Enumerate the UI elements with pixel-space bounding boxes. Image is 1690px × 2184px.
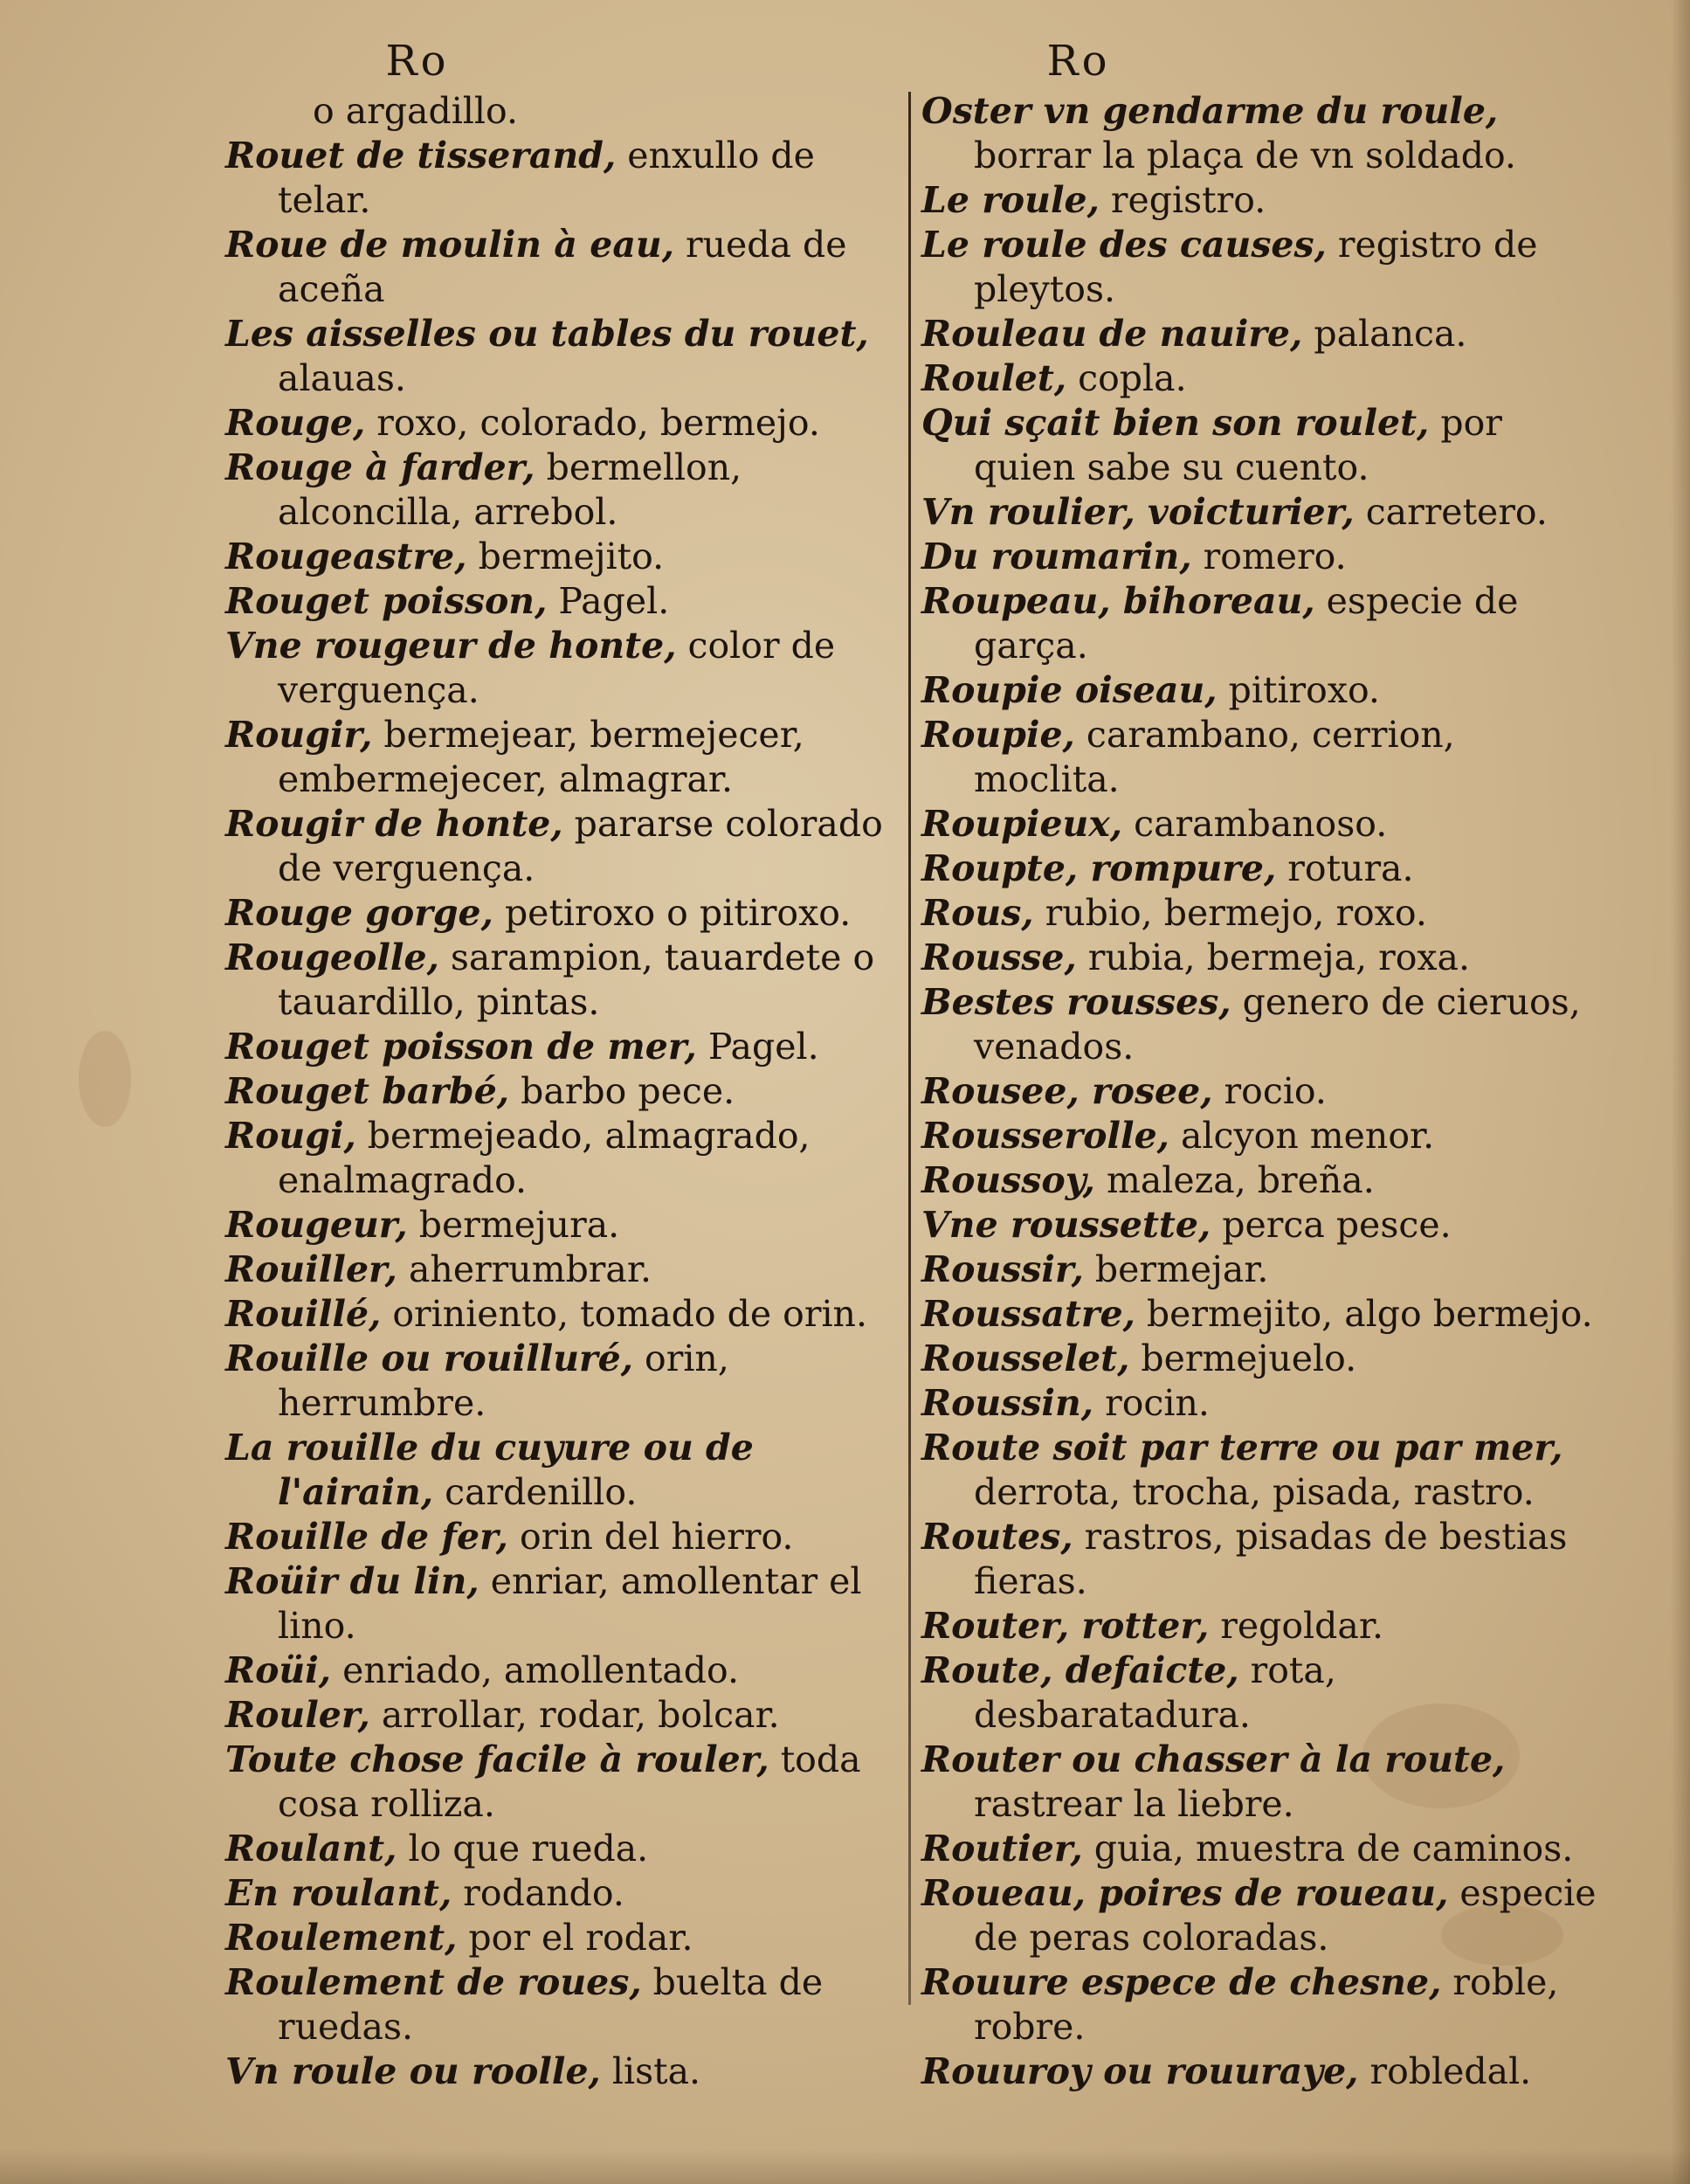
dictionary-entry: Routes, rastros, pisadas de bestias fieras. <box>921 1516 1568 1602</box>
dictionary-entry: Rous, rubio, bermejo, roxo. <box>921 892 1427 934</box>
dictionary-entry: Roupeau, bihoreau, especie de garça. <box>921 580 1519 667</box>
dictionary-entry: Vne rougeur de honte, color de verguença. <box>225 625 836 711</box>
dictionary-entry: Roulement, por el rodar. <box>225 1917 693 1959</box>
dictionary-entry: Oster vn gendarme du roule, borrar la plaça de vn soldado. <box>921 90 1516 176</box>
dictionary-entry: Vne roussette, perca pesce. <box>921 1204 1452 1246</box>
dictionary-entry: Toute chose facile à rouler, toda cosa rolliza. <box>225 1738 861 1825</box>
dictionary-entry: Roue de moulin à eau, rueda de aceña <box>225 224 847 310</box>
dictionary-entry: Bestes rousses, genero de cieruos, venados. <box>921 981 1581 1068</box>
dictionary-entry: Rouiller, aherrumbrar. <box>225 1248 652 1290</box>
dictionary-entry: Rouleau de nauire, palanca. <box>921 313 1467 355</box>
dictionary-entry: Routier, guia, muestra de caminos. <box>921 1828 1574 1870</box>
dictionary-entry: Route, defaicte, rota, desbaratadura. <box>921 1649 1336 1736</box>
dictionary-entry: Rouler, arrollar, rodar, bolcar. <box>225 1694 780 1736</box>
dictionary-entry: Roulement de roues, buelta de ruedas. <box>225 1961 824 2048</box>
dictionary-entry: Le roule des causes, registro de pleytos. <box>921 224 1538 310</box>
dictionary-entry: Rougeolle, sarampion, tauardete o tauardillo, pintas. <box>225 936 875 1023</box>
dictionary-entry: Rouillé, oriniento, tomado de orin. <box>225 1293 867 1335</box>
dictionary-entry: Rougir de honte, pararse colorado de verguença. <box>225 803 883 889</box>
dictionary-entry: Rougeur, bermejura. <box>225 1204 620 1246</box>
dictionary-entry: Roussatre, bermejito, algo bermejo. <box>921 1293 1593 1335</box>
dictionary-entry: Roussin, rocin. <box>921 1382 1210 1424</box>
dictionary-entry: Router ou chasser à la route, rastrear la liebre. <box>921 1738 1506 1825</box>
dictionary-entry: Rougi, bermejeado, almagrado, enalmagrado. <box>225 1115 811 1201</box>
dictionary-entry: Vn roule ou roolle, lista. <box>225 2050 701 2092</box>
dictionary-entry: Roussir, bermejar. <box>921 1248 1269 1290</box>
dictionary-entry: Rouge gorge, petiroxo o pitiroxo. <box>225 892 852 934</box>
dictionary-entry: Rougeastre, bermejito. <box>225 536 665 577</box>
dictionary-entry: Rougir, bermejear, bermejecer, embermejecer, almagrar. <box>225 714 804 800</box>
page-edge-shadow <box>0 2149 1690 2184</box>
dictionary-entry: Roulet, copla. <box>921 357 1187 399</box>
dictionary-entry: Rousse, rubia, bermeja, roxa. <box>921 936 1471 978</box>
dictionary-entry: Rouget poisson de mer, Pagel. <box>225 1026 819 1068</box>
dictionary-entry: o argadillo. <box>313 90 519 132</box>
dictionary-entry: Roupie oiseau, pitiroxo. <box>921 669 1380 711</box>
dictionary-entry: Les aisselles ou tables du rouet, alauas. <box>225 313 869 399</box>
dictionary-entry: Qui sçait bien son roulet, por quien sabe su cuento. <box>921 402 1502 488</box>
dictionary-entry: Vn roulier, voicturier, carretero. <box>921 491 1548 533</box>
dictionary-entry: Rousselet, bermejuelo. <box>921 1337 1357 1379</box>
dictionary-entry: Rouge, roxo, colorado, bermejo. <box>225 402 820 444</box>
dictionary-entry: En roulant, rodando. <box>225 1872 624 1914</box>
dictionary-entry: Rousee, rosee, rocio. <box>921 1070 1327 1112</box>
dictionary-entry: Rouge à farder, bermellon, alconcilla, arrebol. <box>225 446 742 533</box>
dictionary-entry: Roupie, carambano, cerrion, moclita. <box>921 714 1455 800</box>
dictionary-entry: Rouille ou rouilluré, orin, herrumbre. <box>225 1337 729 1424</box>
dictionary-entry: Rouget barbé, barbo pece. <box>225 1070 735 1112</box>
right-column-header: Ro <box>1046 37 1111 86</box>
left-column <box>225 35 907 2094</box>
dictionary-entry: Rouure espece de chesne, roble, robre. <box>921 1961 1559 2048</box>
dictionary-entry: Du roumarin, romero. <box>921 536 1347 577</box>
dictionary-entry: Roüir du lin, enriar, amollentar el lino. <box>225 1560 862 1647</box>
right-column <box>921 35 1603 2094</box>
dictionary-entry: Rouille de fer, orin del hierro. <box>225 1516 794 1558</box>
dictionary-entry: Roulant, lo que rueda. <box>225 1828 649 1870</box>
dictionary-entry: Roueau, poires de roueau, especie de peras coloradas. <box>921 1872 1597 1959</box>
dictionary-entry: Roupieux, carambanoso. <box>921 803 1388 845</box>
dictionary-entry: Rouget poisson, Pagel. <box>225 580 670 622</box>
dictionary-entry: Roupte, rompure, rotura. <box>921 847 1414 889</box>
dictionary-entry: Rouet de tisserand, enxullo de telar. <box>225 135 815 221</box>
page-edge-shadow <box>1671 0 1690 2184</box>
dictionary-entry: Rouuroy ou rouuraye, robledal. <box>921 2050 1532 2092</box>
left-column-header: Ro <box>385 37 450 86</box>
dictionary-entry: Roüi, enriado, amollentado. <box>225 1649 739 1691</box>
column-divider <box>908 92 911 2005</box>
dictionary-entry: Le roule, registro. <box>921 179 1266 221</box>
dictionary-entry: Router, rotter, regoldar. <box>921 1605 1383 1647</box>
dictionary-entry: Route soit par terre ou par mer, derrota, trocha, pisada, rastro. <box>921 1427 1563 1513</box>
dictionary-entry: Roussoy, maleza, breña. <box>921 1159 1375 1201</box>
dictionary-entry: La rouille du cuyure ou de l'airain, cardenillo. <box>225 1427 754 1513</box>
dictionary-entry: Rousserolle, alcyon menor. <box>921 1115 1435 1157</box>
paper-stain <box>79 1031 131 1127</box>
